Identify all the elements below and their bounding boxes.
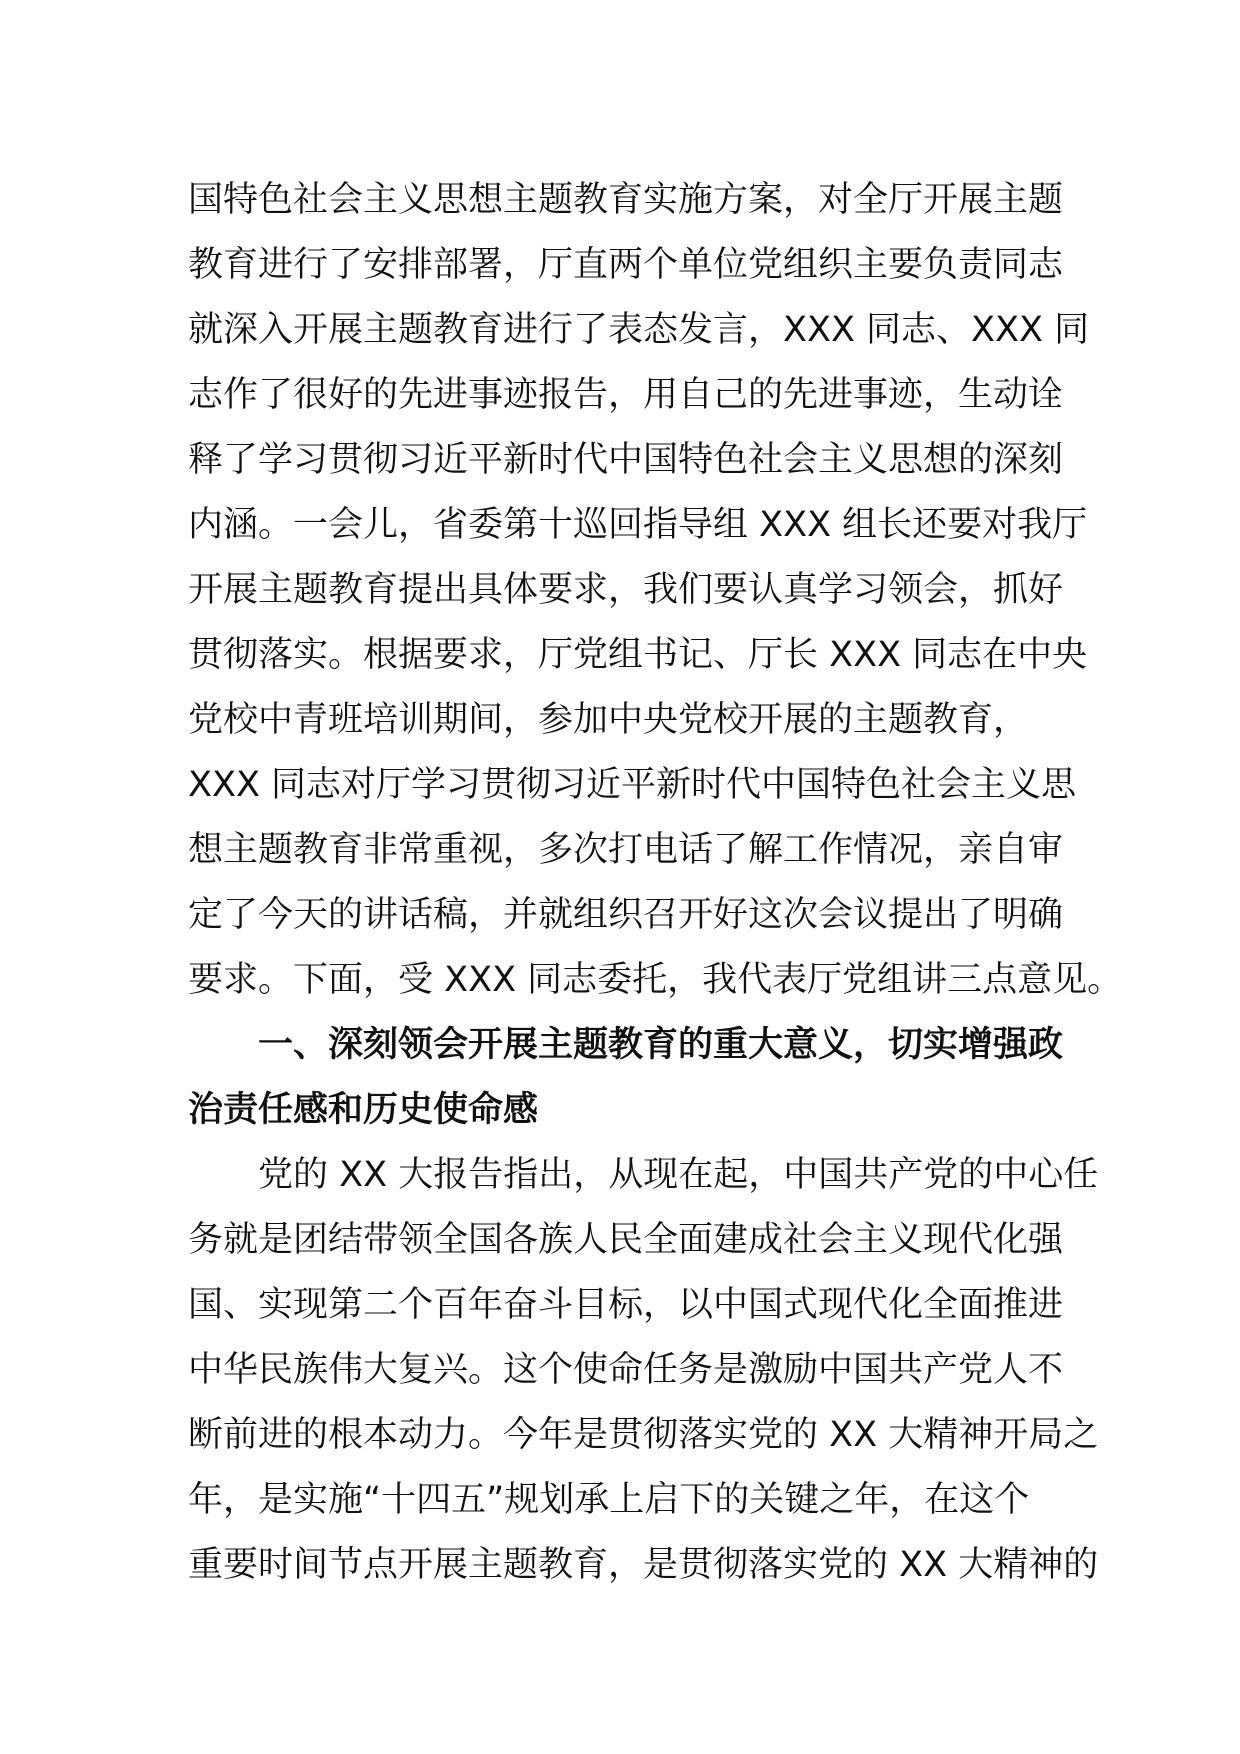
heading-line: 一、深刻领会开展主题教育的重大意义，切实增强政 <box>258 1025 1064 1065</box>
intro-paragraph <box>188 168 1123 1013</box>
text-line: 党的 XX 大报告指出，从现在起，中国共产党的中心任 <box>258 1155 1099 1195</box>
text-line: 开展主题教育提出具体要求，我们要认真学习领会，抓好 <box>188 570 1064 610</box>
text-line: 要求。下面，受 XXX 同志委托，我代表厅党组讲三点意见。 <box>188 960 1123 1000</box>
text-line: 国特色社会主义思想主题教育实施方案，对全厅开展主题 <box>188 180 1064 220</box>
text-line: 国、实现第二个百年奋斗目标，以中国式现代化全面推进 <box>188 1285 1064 1325</box>
section-heading <box>188 1013 1064 1143</box>
text-line: 务就是团结带领全国各族人民全面建成社会主义现代化强 <box>188 1220 1064 1260</box>
text-line: 重要时间节点开展主题教育，是贯彻落实党的 XX 大精神的 <box>188 1545 1099 1585</box>
text-line: 贯彻落实。根据要求，厅党组书记、厅长 XXX 同志在中央 <box>188 635 1088 675</box>
text-line: 定了今天的讲话稿，并就组织召开好这次会议提出了明确 <box>188 895 1064 935</box>
document-body <box>188 168 1123 1598</box>
text-line: 志作了很好的先进事迹报告，用自己的先进事迹，生动诠 <box>188 375 1064 415</box>
text-line: 中华民族伟大复兴。这个使命任务是激励中国共产党人不 <box>188 1350 1064 1390</box>
section-paragraph <box>188 1143 1099 1598</box>
text-line: 内涵。一会儿，省委第十巡回指导组 XXX 组长还要对我厅 <box>188 505 1088 545</box>
text-line: XXX 同志对厅学习贯彻习近平新时代中国特色社会主义思 <box>188 765 1077 805</box>
text-line: 想主题教育非常重视，多次打电话了解工作情况，亲自审 <box>188 830 1064 870</box>
text-line: 年，是实施“十四五”规划承上启下的关键之年，在这个 <box>188 1480 1030 1520</box>
heading-line: 治责任感和历史使命感 <box>188 1090 539 1130</box>
text-line: 释了学习贯彻习近平新时代中国特色社会主义思想的深刻 <box>188 440 1064 480</box>
text-line: 教育进行了安排部署，厅直两个单位党组织主要负责同志 <box>188 245 1064 285</box>
text-line: 党校中青班培训期间，参加中央党校开展的主题教育， <box>188 700 1029 740</box>
text-line: 就深入开展主题教育进行了表态发言，XXX 同志、XXX 同 <box>188 310 1090 350</box>
text-line: 断前进的根本动力。今年是贯彻落实党的 XX 大精神开局之 <box>188 1415 1099 1455</box>
